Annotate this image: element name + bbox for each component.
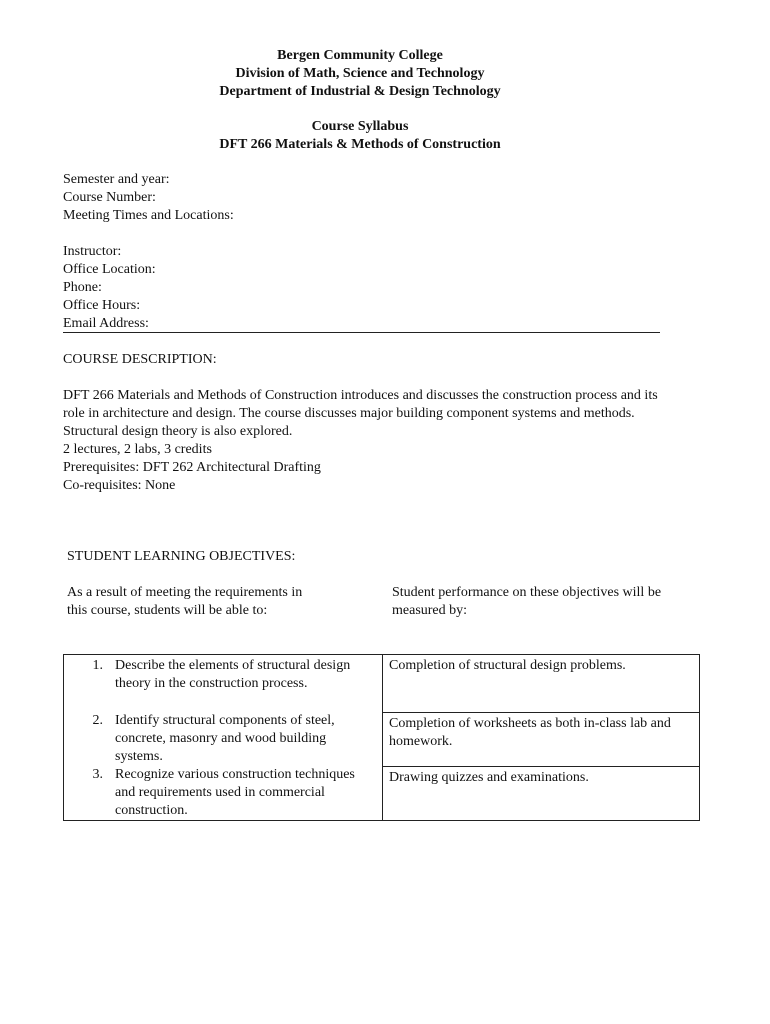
document-header	[0, 47, 720, 101]
description-line: Structural design theory is also explored.	[63, 424, 293, 439]
corequisites-line: Co-requisites: None	[63, 478, 176, 493]
objective-text: Describe the elements of structural design theory in the construction process.	[115, 658, 351, 691]
right-intro-line: Student performance on these objectives will be	[392, 585, 662, 600]
measure-cell: Completion of structural design problems.	[383, 655, 700, 713]
table-row	[64, 712, 700, 766]
office-hours-label: Office Hours:	[63, 298, 141, 313]
objectives-right-intro	[392, 584, 661, 620]
course-info-fields	[63, 171, 234, 225]
objective-cell	[64, 655, 383, 713]
division-name: Division of Math, Science and Technology	[235, 66, 485, 81]
objective-text: Identify structural components of steel, concrete, masonry and wood building systems.	[115, 713, 335, 764]
table-row	[64, 766, 700, 821]
objective-number: 2.	[92, 713, 103, 728]
objectives-left-intro	[67, 584, 302, 620]
table-row	[64, 655, 700, 713]
instructor-info-fields	[63, 243, 156, 333]
course-description-heading: COURSE DESCRIPTION:	[63, 352, 217, 367]
college-name: Bergen Community College	[277, 48, 443, 63]
objective-cell	[64, 766, 383, 821]
description-line: DFT 266 Materials and Methods of Construction introduces and discusses the construction process and its	[63, 388, 658, 403]
objective-number: 3.	[92, 767, 103, 782]
department-name: Department of Industrial & Design Technology	[219, 84, 501, 99]
doc-type: Course Syllabus	[311, 119, 409, 134]
right-intro-line: measured by:	[392, 603, 468, 618]
prerequisites-line: Prerequisites: DFT 262 Architectural Drafting	[63, 460, 321, 475]
divider-line	[63, 332, 660, 333]
left-intro-line: this course, students will be able to:	[67, 603, 268, 618]
phone-label: Phone:	[63, 280, 102, 295]
credits-line: 2 lectures, 2 labs, 3 credits	[63, 442, 212, 457]
objectives-table	[63, 654, 700, 821]
objectives-heading: STUDENT LEARNING OBJECTIVES:	[67, 549, 296, 564]
course-description-body	[63, 387, 713, 495]
email-label: Email Address:	[63, 316, 149, 331]
instructor-label: Instructor:	[63, 244, 122, 259]
measure-cell: Drawing quizzes and examinations.	[383, 766, 700, 821]
objective-number: 1.	[92, 658, 103, 673]
left-intro-line: As a result of meeting the requirements in	[67, 585, 303, 600]
semester-label: Semester and year:	[63, 172, 170, 187]
description-line: role in architecture and design. The course discusses major building component systems and methods.	[63, 406, 635, 421]
objective-cell	[64, 712, 383, 766]
office-location-label: Office Location:	[63, 262, 156, 277]
course-header	[0, 118, 720, 154]
meeting-label: Meeting Times and Locations:	[63, 208, 234, 223]
measure-cell: Completion of worksheets as both in-class lab and homework.	[383, 712, 700, 766]
course-number-label: Course Number:	[63, 190, 156, 205]
course-title: DFT 266 Materials & Methods of Construction	[219, 137, 501, 152]
objective-text: Recognize various construction techniques and requirements used in commercial construction.	[115, 767, 355, 818]
